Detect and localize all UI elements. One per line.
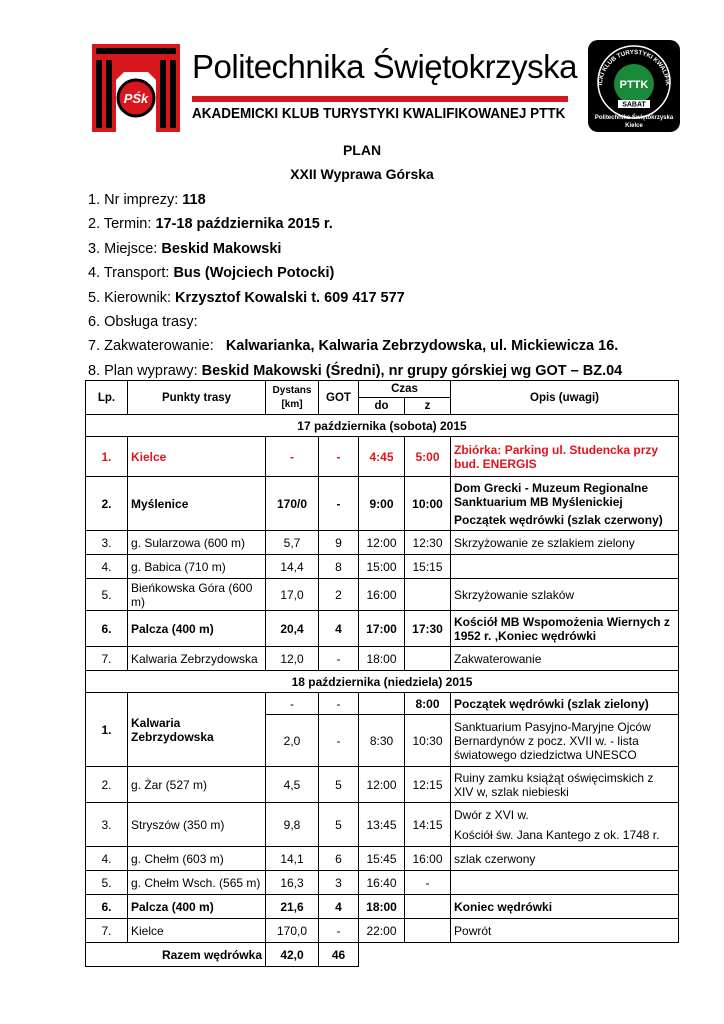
cell-point: Palcza (400 m) <box>128 611 266 647</box>
cell-notes: Ruiny zamku książąt oświęcimskich z XIV w, szlak niebieski <box>451 767 679 803</box>
cell-notes: Koniec wędrówki <box>451 895 679 919</box>
cell-distance: - <box>266 437 319 477</box>
cell-notes <box>451 803 679 847</box>
document-subtitle: XXII Wyprawa Górska <box>290 166 434 182</box>
cell-point: Kalwaria Zebrzydowska <box>128 647 266 671</box>
cell-notes <box>451 555 679 579</box>
cell-time-from: 4:45 <box>359 437 405 477</box>
cell-time-from: 15:00 <box>359 555 405 579</box>
svg-text:Kielce: Kielce <box>625 123 643 129</box>
cell-lp: 5. <box>86 579 128 611</box>
table-row <box>86 579 679 611</box>
table-row <box>86 919 679 943</box>
header-time: Czas <box>359 381 451 398</box>
cell-time-from: 8:30 <box>359 715 405 767</box>
table-row <box>86 803 679 847</box>
cell-got: - <box>319 693 359 715</box>
cell-notes: Zbiórka: Parking ul. Studencka przy bud. ENERGIS <box>451 437 679 477</box>
cell-time-to: 15:15 <box>405 555 451 579</box>
cell-point: Myślenice <box>128 477 266 531</box>
cell-time-from: 13:45 <box>359 803 405 847</box>
cell-got: 2 <box>319 579 359 611</box>
header-distance: Dystans [km] <box>266 381 319 415</box>
header-points: Punkty trasy <box>128 381 266 415</box>
header-time-to: z <box>405 398 451 415</box>
cell-distance: 5,7 <box>266 531 319 555</box>
cell-point: g. Sularzowa (600 m) <box>128 531 266 555</box>
cell-got: - <box>319 437 359 477</box>
cell-notes <box>451 477 679 531</box>
header-got: GOT <box>319 381 359 415</box>
cell-distance: 170/0 <box>266 477 319 531</box>
cell-got: - <box>319 477 359 531</box>
cell-point: Palcza (400 m) <box>128 895 266 919</box>
cell-time-from: 16:40 <box>359 871 405 895</box>
cell-time-to: 10:30 <box>405 715 451 767</box>
info-item: 3. Miejsce: Beskid Makowski <box>88 240 282 257</box>
club-logo <box>588 40 680 132</box>
total-row <box>86 943 679 967</box>
table-row <box>86 871 679 895</box>
cell-time-to: 17:30 <box>405 611 451 647</box>
total-distance: 42,0 <box>266 943 319 967</box>
cell-point: Kielce <box>128 437 266 477</box>
info-item: 1. Nr imprezy: 118 <box>88 192 206 208</box>
cell-distance: 21,6 <box>266 895 319 919</box>
header-time-from: do <box>359 398 405 415</box>
day-row <box>86 671 679 693</box>
cell-time-to <box>405 579 451 611</box>
cell-time-from: 12:00 <box>359 767 405 803</box>
cell-distance: 14,1 <box>266 847 319 871</box>
cell-notes: Początek wędrówki (szlak zielony) <box>451 693 679 715</box>
cell-time-from: 18:00 <box>359 895 405 919</box>
cell-got: 6 <box>319 847 359 871</box>
table-row <box>86 531 679 555</box>
table-row <box>86 767 679 803</box>
cell-point: g. Babica (710 m) <box>128 555 266 579</box>
cell-time-to: 5:00 <box>405 437 451 477</box>
cell-time-from: 22:00 <box>359 919 405 943</box>
day-row <box>86 415 679 437</box>
table-row <box>86 693 679 715</box>
notes-line: Początek wędrówki (szlak czerwony) <box>454 512 663 527</box>
cell-notes: Skrzyżowanie szlaków <box>451 579 679 611</box>
cell-time-from: 16:00 <box>359 579 405 611</box>
cell-lp: 2. <box>86 767 128 803</box>
cell-lp: 5. <box>86 871 128 895</box>
total-label: Razem wędrówka <box>86 943 266 967</box>
svg-text:Politechnika Świętokrzyska: Politechnika Świętokrzyska <box>594 115 674 121</box>
cell-got: 4 <box>319 611 359 647</box>
table-row <box>86 895 679 919</box>
university-logo <box>88 40 184 136</box>
cell-time-from: 18:00 <box>359 647 405 671</box>
cell-got: - <box>319 919 359 943</box>
cell-time-to <box>405 647 451 671</box>
route-table <box>85 380 679 967</box>
cell-got: - <box>319 647 359 671</box>
svg-text:PŚk: PŚk <box>123 91 149 106</box>
cell-time-from: 17:00 <box>359 611 405 647</box>
table-row <box>86 437 679 477</box>
cell-got: 5 <box>319 803 359 847</box>
cell-distance: 17,0 <box>266 579 319 611</box>
cell-distance: - <box>266 693 319 715</box>
total-got: 46 <box>319 943 359 967</box>
cell-lp: 2. <box>86 477 128 531</box>
svg-text:PTTK: PTTK <box>619 79 649 91</box>
cell-lp: 6. <box>86 895 128 919</box>
club-name: AKADEMICKI KLUB TURYSTYKI KWALIFIKOWANEJ PTTK <box>192 106 566 122</box>
cell-time-to: 16:00 <box>405 847 451 871</box>
cell-lp: 6. <box>86 611 128 647</box>
cell-notes: szlak czerwony <box>451 847 679 871</box>
cell-time-to: - <box>405 871 451 895</box>
document-title: PLAN <box>342 142 382 158</box>
cell-point: Bieńkowska Góra (600 m) <box>128 579 266 611</box>
cell-lp: 7. <box>86 919 128 943</box>
cell-got: 8 <box>319 555 359 579</box>
cell-distance: 2,0 <box>266 715 319 767</box>
cell-time-to: 10:00 <box>405 477 451 531</box>
table-row <box>86 847 679 871</box>
table-row <box>86 477 679 531</box>
cell-notes <box>451 871 679 895</box>
cell-got: - <box>319 715 359 767</box>
cell-time-from: 12:00 <box>359 531 405 555</box>
cell-distance: 16,3 <box>266 871 319 895</box>
cell-notes: Sanktuarium Pasyjno-Maryjne Ojców Bernardynów z pocz. XVII w. - lista światowego dziedzictwa UNESCO <box>451 715 679 767</box>
cell-notes: Kościół MB Wspomożenia Wiernych z 1952 r. ,Koniec wędrówki <box>451 611 679 647</box>
header-rule <box>192 96 568 102</box>
info-list <box>88 188 688 383</box>
cell-got: 5 <box>319 767 359 803</box>
cell-time-to: 8:00 <box>405 693 451 715</box>
cell-point: Kielce <box>128 919 266 943</box>
cell-distance: 9,8 <box>266 803 319 847</box>
table-row <box>86 611 679 647</box>
cell-lp: 3. <box>86 531 128 555</box>
cell-got: 9 <box>319 531 359 555</box>
cell-point: g. Chełm Wsch. (565 m) <box>128 871 266 895</box>
day-label: 17 października (sobota) 2015 <box>86 415 679 437</box>
info-item: 2. Termin: 17-18 października 2015 r. <box>88 216 333 233</box>
cell-point: g. Żar (527 m) <box>128 767 266 803</box>
info-item: 7. Zakwaterowanie: Kalwarianka, Kalwaria Zebrzydowska, ul. Mickiewicza 16. <box>88 338 619 355</box>
cell-lp: 7. <box>86 647 128 671</box>
info-item: 5. Kierownik: Krzysztof Kowalski t. 609 417 577 <box>88 289 405 306</box>
cell-time-from <box>359 693 405 715</box>
cell-distance: 12,0 <box>266 647 319 671</box>
cell-time-to: 12:15 <box>405 767 451 803</box>
cell-time-to <box>405 919 451 943</box>
cell-lp: 1. <box>86 437 128 477</box>
table-row <box>86 647 679 671</box>
cell-point: Stryszów (350 m) <box>128 803 266 847</box>
cell-got: 4 <box>319 895 359 919</box>
notes-line: Dwór z XVI w. <box>454 807 529 822</box>
cell-got: 3 <box>319 871 359 895</box>
cell-distance: 14,4 <box>266 555 319 579</box>
header-notes: Opis (uwagi) <box>451 381 679 415</box>
info-item: 8. Plan wyprawy: Beskid Makowski (Średni), nr grupy górskiej wg GOT – BZ.04 <box>88 362 623 379</box>
letterhead <box>88 40 680 136</box>
header-lp: Lp. <box>86 381 128 415</box>
notes-line: Dom Grecki - Muzeum Regionalne Sanktuarium MB Myślenickiej <box>454 480 649 509</box>
cell-notes: Zakwaterowanie <box>451 647 679 671</box>
cell-lp: 3. <box>86 803 128 847</box>
cell-notes: Skrzyżowanie ze szlakiem zielony <box>451 531 679 555</box>
cell-time-from: 15:45 <box>359 847 405 871</box>
cell-time-to <box>405 895 451 919</box>
cell-lp: 1. <box>86 693 128 767</box>
info-item: 4. Transport: Bus (Wojciech Potocki) <box>88 265 335 282</box>
university-name: Politechnika Świętokrzyska <box>192 48 577 85</box>
cell-point: g. Chełm (603 m) <box>128 847 266 871</box>
info-item: 6. Obsługa trasy: <box>88 313 198 330</box>
cell-time-to: 12:30 <box>405 531 451 555</box>
cell-distance: 170,0 <box>266 919 319 943</box>
svg-text:SABAT: SABAT <box>622 101 646 109</box>
notes-line: Kościół św. Jana Kantego z ok. 1748 r. <box>454 827 660 842</box>
svg-text:AKADEMICKI KLUB TURYSTYKI KWAL: ICKI KLUB TURYSTYKI KWALIFIK <box>596 48 672 86</box>
cell-distance: 4,5 <box>266 767 319 803</box>
cell-lp: 4. <box>86 847 128 871</box>
cell-time-from: 9:00 <box>359 477 405 531</box>
cell-notes: Powrót <box>451 919 679 943</box>
cell-time-to: 14:15 <box>405 803 451 847</box>
cell-point: Kalwaria Zebrzydowska <box>128 693 266 767</box>
table-row <box>86 555 679 579</box>
day-label: 18 października (niedziela) 2015 <box>86 671 679 693</box>
cell-distance: 20,4 <box>266 611 319 647</box>
cell-lp: 4. <box>86 555 128 579</box>
